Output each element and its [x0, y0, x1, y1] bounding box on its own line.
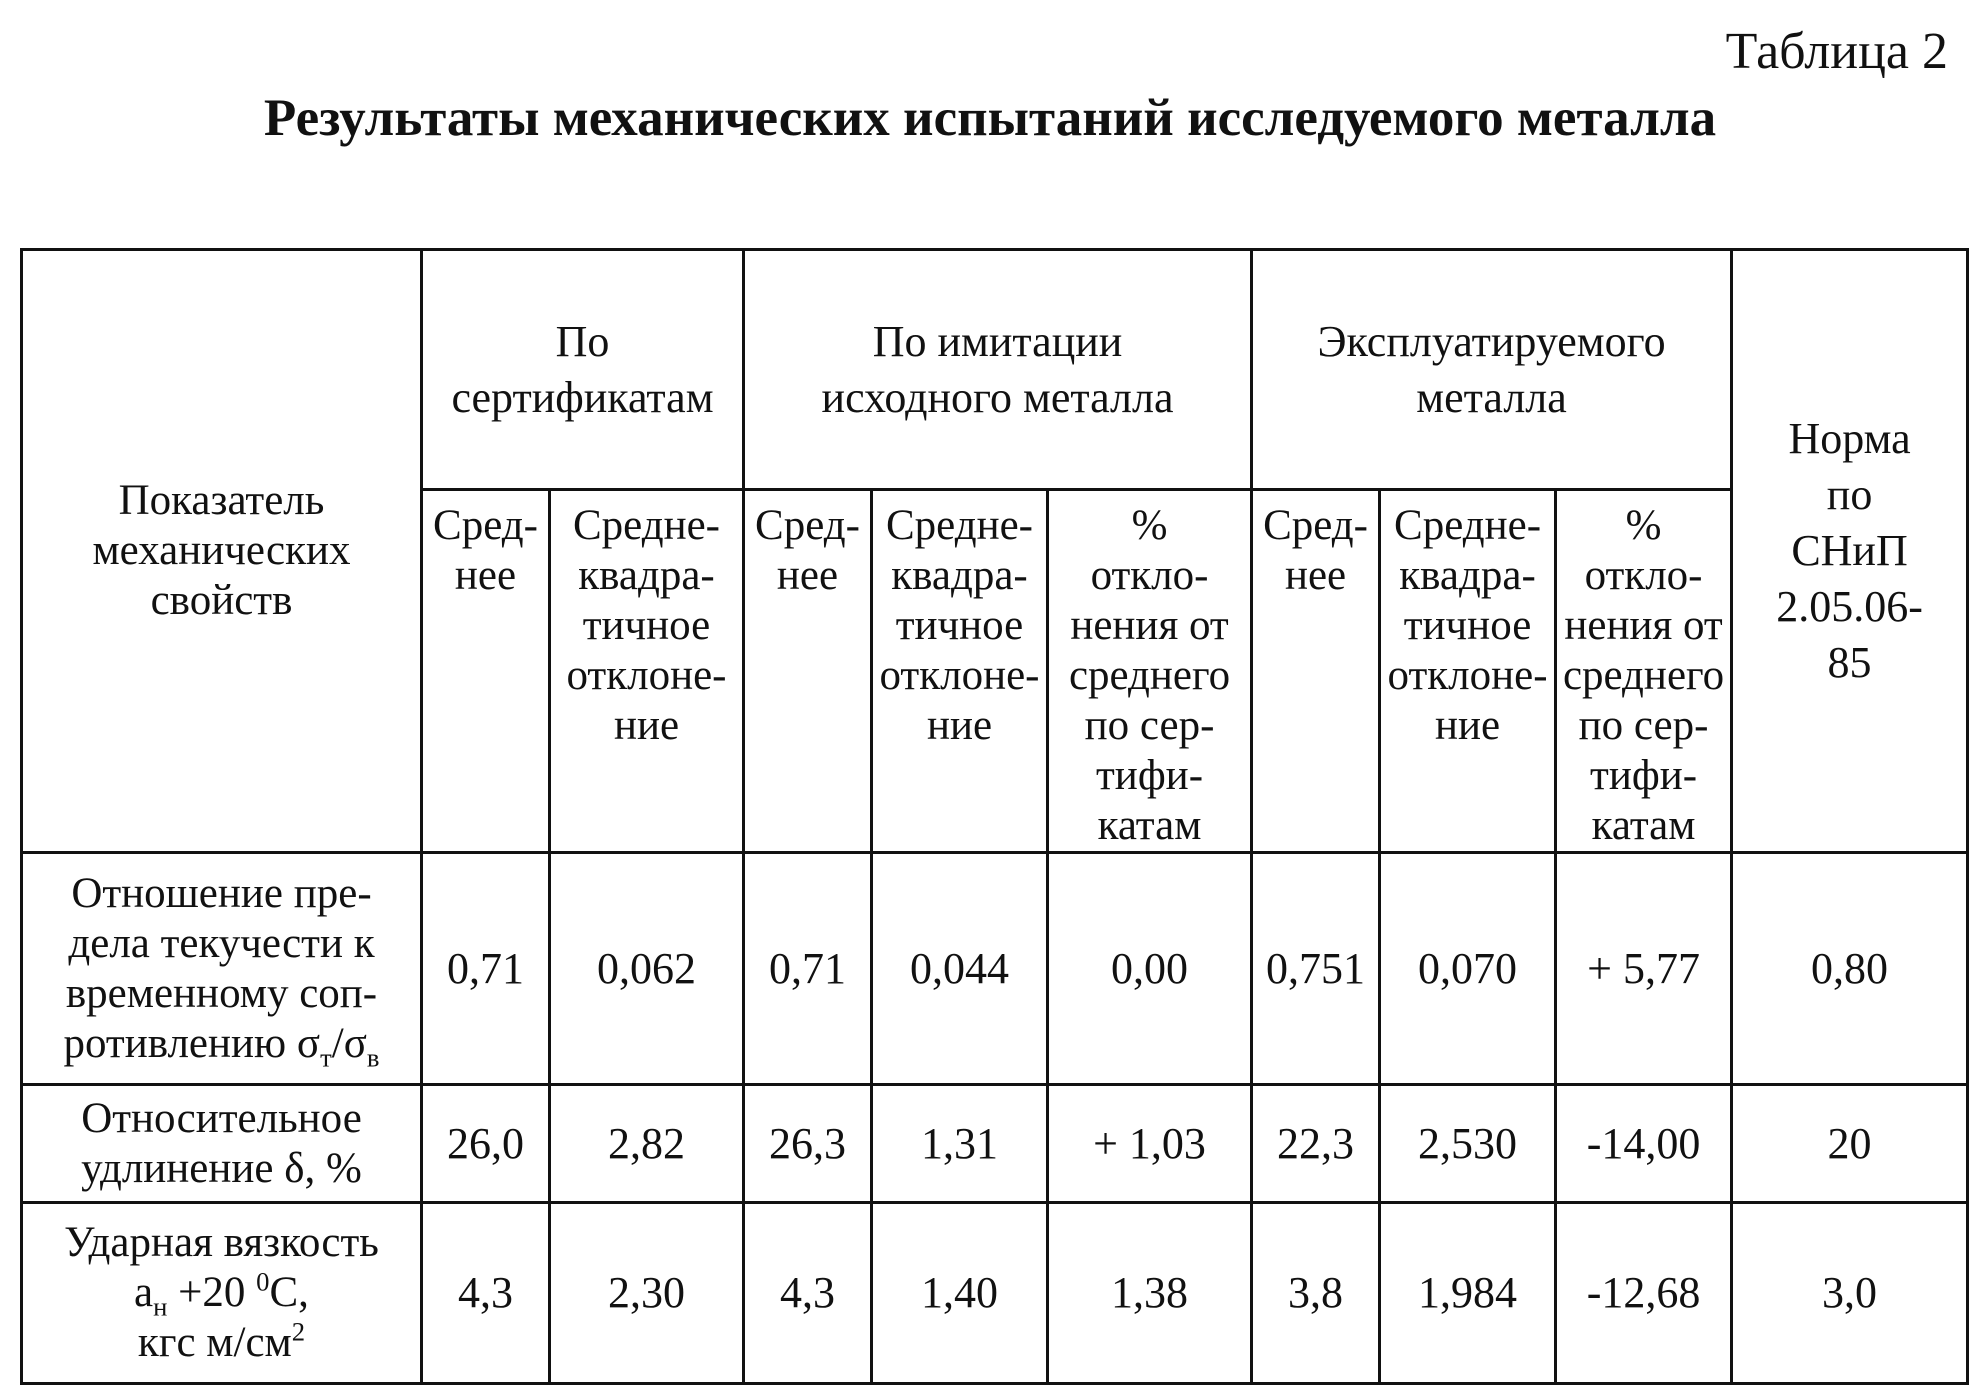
subheader-deviation: % откло- нения от среднего по сер- тифи- катам: [1556, 490, 1732, 853]
cell-imit-std: 1,40: [872, 1203, 1048, 1384]
cell-oper-std: 0,070: [1380, 853, 1556, 1085]
subheader-std: Средне- квадра- тичное отклоне- ние: [872, 490, 1048, 853]
group-header-certificates: По сертификатам: [422, 250, 744, 490]
group-header-operated: Эксплуатируемого металла: [1252, 250, 1732, 490]
cell-oper-deviation: -12,68: [1556, 1203, 1732, 1384]
subheader-std: Средне- квадра- тичное отклоне- ние: [1380, 490, 1556, 853]
cell-cert-std: 2,30: [550, 1203, 744, 1384]
row-label-degree: 0: [256, 1266, 270, 1297]
cell-oper-mean: 22,3: [1252, 1085, 1380, 1203]
cell-imit-deviation: 0,00: [1048, 853, 1252, 1085]
subheader-mean: Сред- нее: [744, 490, 872, 853]
subheader-mean: Сред- нее: [1252, 490, 1380, 853]
cell-norm: 20: [1732, 1085, 1968, 1203]
cell-oper-std: 2,530: [1380, 1085, 1556, 1203]
cell-imit-mean: 4,3: [744, 1203, 872, 1384]
row-label-yield-ratio: [22, 853, 422, 1085]
cell-cert-mean: 4,3: [422, 1203, 550, 1384]
row-label-text: Отношение пре- дела текучести к временному соп- ротивлению σ: [63, 869, 378, 1067]
table-number-label: Таблица 2: [1725, 23, 1948, 80]
cell-oper-mean: 0,751: [1252, 853, 1380, 1085]
row-label-subscript: т: [320, 1042, 332, 1073]
subheader-deviation: % откло- нения от среднего по сер- тифи- катам: [1048, 490, 1252, 853]
subheader-mean: Сред- нее: [422, 490, 550, 853]
header-row-groups: [22, 250, 1968, 490]
cell-oper-mean: 3,8: [1252, 1203, 1380, 1384]
row-label-line1: Ударная вязкость: [64, 1219, 379, 1266]
cell-cert-mean: 26,0: [422, 1085, 550, 1203]
row-label-celsius: С,: [269, 1269, 309, 1316]
table-row: [22, 853, 1968, 1085]
row-label-elongation: Относительное удлинение δ, %: [22, 1085, 422, 1203]
table-row: [22, 1203, 1968, 1384]
cell-imit-std: 0,044: [872, 853, 1048, 1085]
group-header-imitation: По имитации исходного металла: [744, 250, 1252, 490]
cell-cert-std: 2,82: [550, 1085, 744, 1203]
row-label-temp: +20: [167, 1269, 257, 1316]
table-row: [22, 1085, 1968, 1203]
cell-imit-mean: 26,3: [744, 1085, 872, 1203]
row-label-superscript: 2: [291, 1316, 306, 1347]
row-label-a: а: [134, 1269, 154, 1316]
row-label-subscript: в: [366, 1042, 380, 1073]
document-title: Результаты механических испытаний исследуемого металла: [263, 89, 1717, 147]
cell-oper-std: 1,984: [1380, 1203, 1556, 1384]
cell-norm: 0,80: [1732, 853, 1968, 1085]
cell-imit-mean: 0,71: [744, 853, 872, 1085]
cell-norm: 3,0: [1732, 1203, 1968, 1384]
subheader-std: Средне- квадра- тичное отклоне- ние: [550, 490, 744, 853]
cell-imit-std: 1,31: [872, 1085, 1048, 1203]
cell-oper-deviation: + 5,77: [1556, 853, 1732, 1085]
cell-imit-deviation: + 1,03: [1048, 1085, 1252, 1203]
cell-oper-deviation: -14,00: [1556, 1085, 1732, 1203]
row-label-unit: кгс м/см: [137, 1319, 292, 1366]
indicator-header: Показатель механических свойств: [22, 250, 422, 853]
row-label-slash: /σ: [331, 1019, 367, 1067]
cell-cert-std: 0,062: [550, 853, 744, 1085]
cell-cert-mean: 0,71: [422, 853, 550, 1085]
results-table: [20, 248, 1969, 1385]
row-label-subscript: н: [153, 1291, 168, 1322]
cell-imit-deviation: 1,38: [1048, 1203, 1252, 1384]
row-label-impact-toughness: [22, 1203, 422, 1384]
norm-header: Норма по СНиП 2.05.06- 85: [1732, 250, 1968, 853]
